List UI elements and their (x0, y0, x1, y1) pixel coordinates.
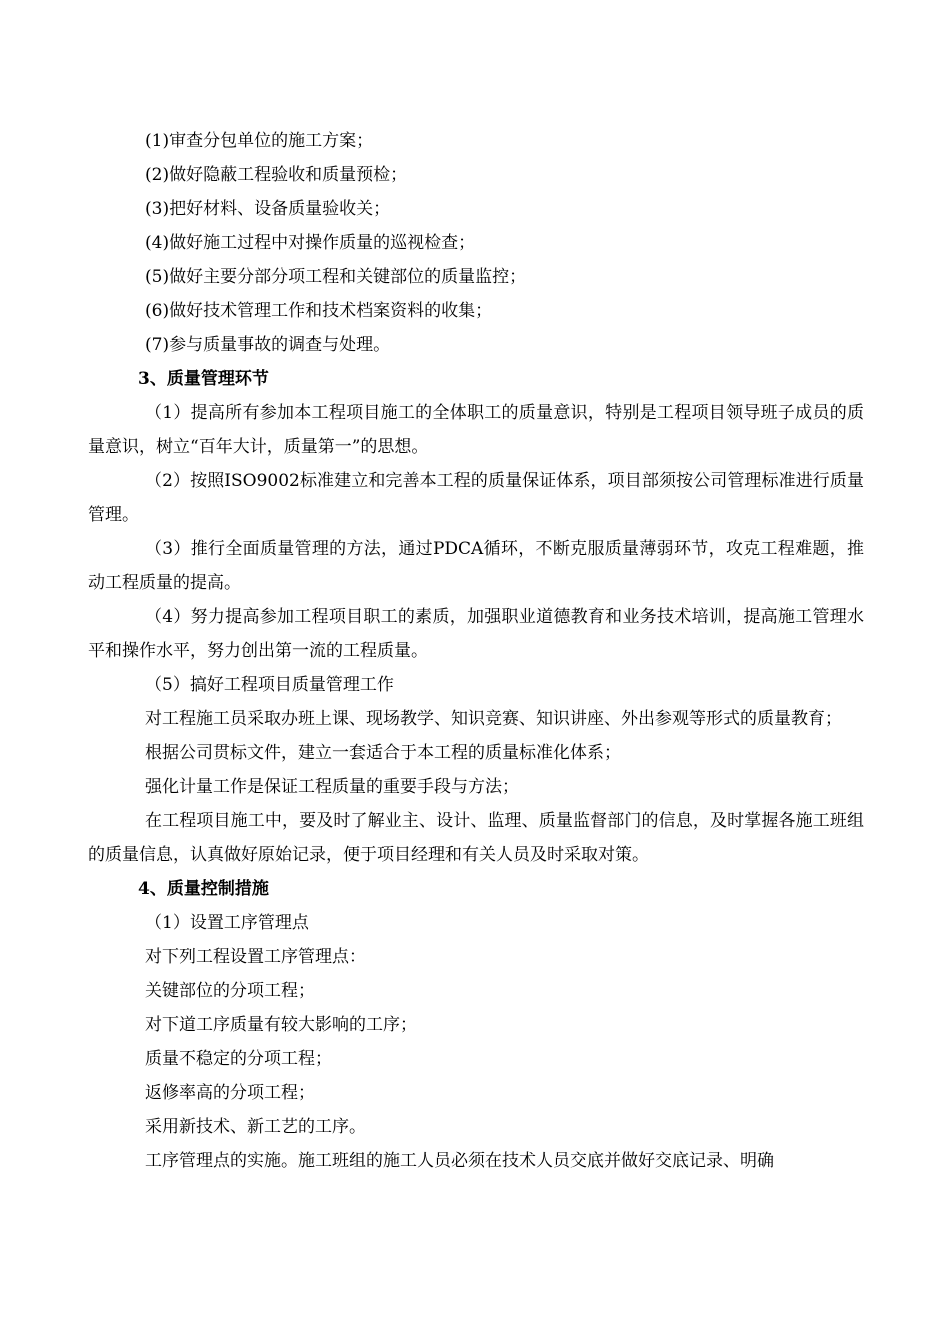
list-item: (1)审查分包单位的施工方案； (145, 131, 374, 151)
paragraph: 对工程施工员采取办班上课、现场教学、知识竞赛、知识讲座、外出参观等形式的质量教育； (145, 709, 842, 729)
subheading: （1）设置工序管理点 (145, 913, 309, 933)
paragraph: （5）搞好工程项目质量管理工作 (145, 675, 394, 695)
list-item: (2)做好隐蔽工程验收和质量预检； (145, 165, 408, 185)
list-item: (6)做好技术管理工作和技术档案资料的收集； (145, 301, 493, 321)
list-item: (3)把好材料、设备质量验收关； (145, 199, 391, 219)
list-item: 返修率高的分项工程； (145, 1083, 315, 1103)
paragraph: （1）提高所有参加本工程项目施工的全体职工的质量意识，特别是工程项目领导班子成员的质量意识，树立“百年大计，质量第一”的思想。 (88, 403, 864, 457)
list-item: 对下列工程设置工序管理点： (145, 947, 366, 967)
list-item: 质量不稳定的分项工程； (145, 1049, 332, 1069)
list-item: 关键部位的分项工程； (145, 981, 315, 1001)
paragraph: （3）推行全面质量管理的方法，通过PDCA循环，不断克服质量薄弱环节，攻克工程难题，推动工程质量的提高。 (88, 539, 864, 593)
list-item: 采用新技术、新工艺的工序。 (145, 1117, 366, 1137)
list-item: 对下道工序质量有较大影响的工序； (145, 1015, 417, 1035)
list-item: (7)参与质量事故的调查与处理。 (145, 335, 391, 355)
paragraph: 强化计量工作是保证工程质量的重要手段与方法； (145, 777, 519, 797)
section-heading: 3、质量管理环节 (138, 369, 269, 389)
paragraph: （2）按照ISO9002标准建立和完善本工程的质量保证体系，项目部须按公司管理标准进行质量管理。 (88, 471, 864, 525)
document-body (88, 124, 864, 1178)
paragraph: 工序管理点的实施。施工班组的施工人员必须在技术人员交底并做好交底记录、明确 (145, 1151, 774, 1171)
list-item: (5)做好主要分部分项工程和关键部位的质量监控； (145, 267, 527, 287)
paragraph: 在工程项目施工中，要及时了解业主、设计、监理、质量监督部门的信息，及时掌握各施工班组的质量信息，认真做好原始记录，便于项目经理和有关人员及时采取对策。 (88, 811, 864, 865)
section-heading: 4、质量控制措施 (138, 879, 269, 899)
list-item: (4)做好施工过程中对操作质量的巡视检查； (145, 233, 476, 253)
paragraph: 根据公司贯标文件，建立一套适合于本工程的质量标准化体系； (145, 743, 621, 763)
paragraph: （4）努力提高参加工程项目职工的素质，加强职业道德教育和业务技术培训，提高施工管理水平和操作水平，努力创出第一流的工程质量。 (88, 607, 864, 661)
